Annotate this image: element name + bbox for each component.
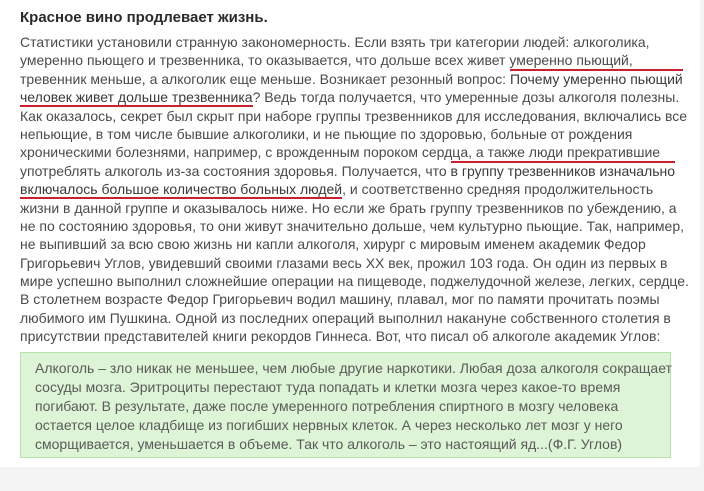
article-line: присутствии представителей книги рекордов Гиннеса. Вот, что писал об алкоголе академик Углов: bbox=[20, 328, 661, 345]
highlighted-finding-part2: включалось большое количество больных людей bbox=[20, 181, 343, 198]
article-line: не выпивший за всю свою жизнь ни капли алкоголя, хирург с мировым именем академик Федор bbox=[20, 236, 646, 253]
quote-line: сосуды мозга. Эритроциты перестают туда попадать и клетки мозга через какое-то время bbox=[35, 379, 621, 395]
article-line: Статистики установили странную закономерность. Если взять три категории людей: алкоголика, bbox=[20, 34, 650, 50]
article-line: жизни в данной группе и оказывалось ниже. Но если же брать группу трезвенников по убеждению, а bbox=[20, 199, 677, 216]
quote-line: погибают. В результате, даже после умеренного потребления спиртного в мозгу человека bbox=[35, 398, 619, 414]
article-title: Красное вино продлевает жизнь. bbox=[20, 9, 268, 26]
article-line: В столетнем возрасте Федор Григорьевич водил машину, плавал, мог по памяти прочитать поэмы bbox=[20, 291, 660, 308]
quote-block bbox=[20, 352, 671, 458]
article-line: хроническими болезнями, например, с врожденным пороком сердца, а также люди прекратившие bbox=[20, 144, 661, 161]
article-line bbox=[20, 88, 700, 106]
article-line: Как оказалось, секрет был скрыт при наборе группы трезвенников для исследования, включались все bbox=[20, 107, 688, 124]
highlighted-finding-part1: в группу трезвенников изначально bbox=[450, 162, 676, 179]
quote-line: остается целое кладбище из погибших нервных клеток. А через несколько лет мозг у него bbox=[35, 417, 623, 433]
article-line: умеренно пьющего и трезвенника, то оказывается, что дольше всех живет умеренно пьющий, bbox=[20, 52, 633, 69]
quote-line: сморщивается, уменьшается в объеме. Так что алкоголь – это настоящий яд...(Ф.Г. Углов) bbox=[35, 436, 623, 452]
article-text: , и соответственно средняя продолжительность bbox=[342, 181, 654, 198]
article-line bbox=[20, 70, 700, 88]
article-line bbox=[20, 180, 700, 198]
article-line: не по состоянию здоровья, то они живут значительно дольше, чем культурно пьющие. Так, например, bbox=[20, 217, 685, 234]
article-line: Григорьевич Углов, увидевший своими глазами весь XX век, прожил 103 года. Он один из первых в bbox=[20, 254, 668, 271]
quote-line: Алкоголь – зло никак не меньшее, чем любые другие наркотики. Любая доза алкоголя сокращает bbox=[35, 360, 672, 376]
article-line: мире успешно выполнил сложнейшие операции на пищеводе, поджелудочной железе, легких, сердце. bbox=[20, 273, 689, 290]
article-text: тревенник меньше, а алкоголик еще меньше. Возникает резонный вопрос: bbox=[20, 70, 510, 87]
article-body bbox=[20, 33, 700, 346]
article-text: употреблять алкоголь из-за состояния здоровья. Получается, что bbox=[20, 162, 451, 179]
article-line: любимого им Пушкина. Одной из последних операций выполнил накануне собственного столетия в bbox=[20, 309, 671, 326]
highlighted-question-part1: Почему умеренно пьющий bbox=[509, 70, 683, 87]
article-line bbox=[20, 162, 700, 180]
highlighted-question-part2: человек живет дольше трезвенника bbox=[20, 89, 253, 106]
article-line: непьющие, в том числе бывшие алкоголики, и не пьющие по здоровью, больные от рождения bbox=[20, 125, 633, 142]
article-text: ? Ведь тогда получается, что умеренные дозы алкоголя полезны. bbox=[252, 89, 680, 106]
